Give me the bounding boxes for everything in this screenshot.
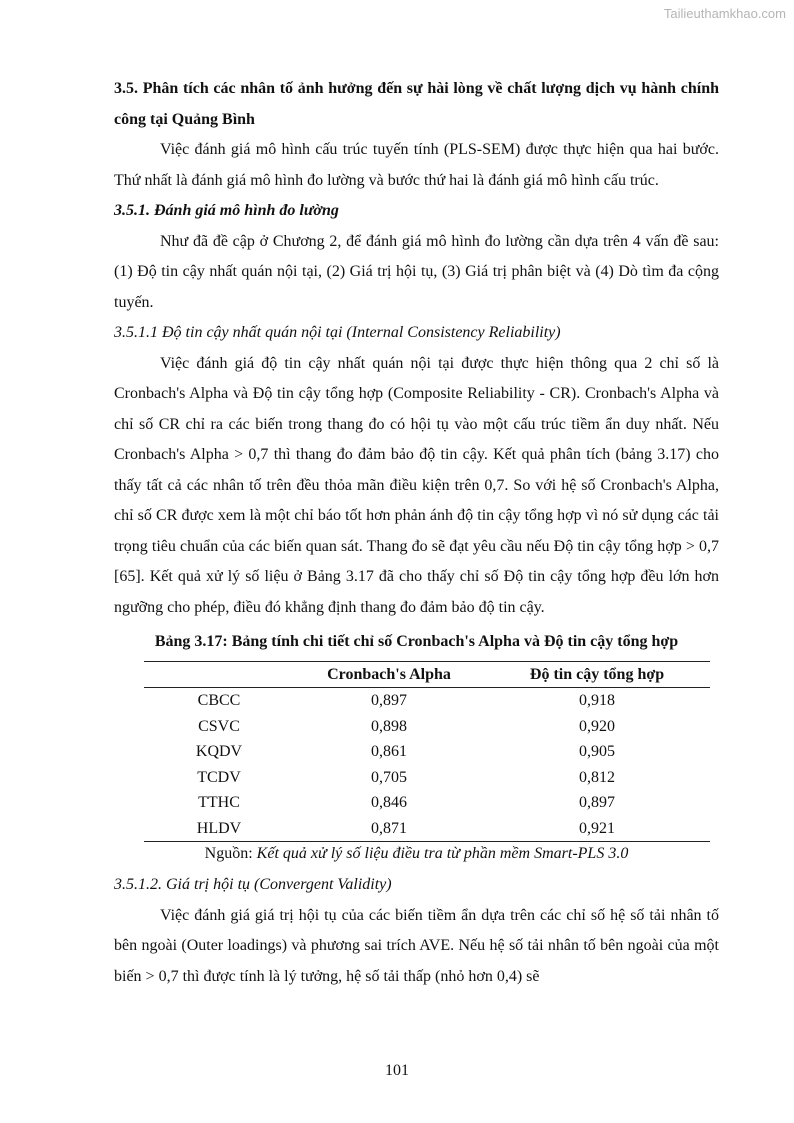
alpha-value: 0,705 (371, 768, 407, 786)
alpha-value: 0,871 (294, 816, 484, 842)
alpha-value: 0,897 (371, 692, 407, 709)
cr-value: 0,920 (579, 717, 615, 735)
document-page (114, 74, 719, 992)
subsubsection-title-2: 3.5.1.2. Giá trị hội tụ (Convergent Validity) (114, 876, 392, 893)
row-label: CSVC (198, 717, 240, 735)
table-row (144, 790, 710, 816)
subsubsection-paragraph-1: Việc đánh giá độ tin cậy nhất quán nội tại được thực hiện thông qua 2 chỉ số là Cronbach's Alpha và Độ tin cậy tổng hợp (Composite Reliability - CR). Cronbach's Alpha và chỉ số CR chỉ ra các biến trong thang đo có hội tụ vào một cấu trúc tiềm ẩn duy nhất. Nếu Cronbach's Alpha > 0,7 thì thang đo đảm bảo độ tin cậy. Kết quả phân tích (bảng 3.17) cho thấy tất cả các nhân tố trên đều thỏa mãn điều kiện trên 0,7. So với hệ số Cronbach's Alpha, chỉ số CR được xem là một chỉ báo tốt hơn phản ánh độ tin cậy tổng hợp vì nó sử dụng các tải trọng tiêu chuẩn của các biến quan sát. Thang đo sẽ đạt yêu cầu nếu Độ tin cậy tổng hợp > 0,7 [65]. Kết quả xử lý số liệu ở Bảng 3.17 đã cho thấy chỉ số Độ tin cậy tổng hợp đều lớn hơn ngưỡng cho phép, điều đó khẳng định thang đo đảm bảo độ tin cậy. (114, 354, 719, 616)
row-label: KQDV (195, 743, 243, 760)
cr-value: 0,921 (484, 816, 710, 842)
subsection-title: 3.5.1. Đánh giá mô hình đo lường (114, 202, 339, 219)
alpha-value: 0,846 (371, 794, 407, 811)
alpha-value: 0,861 (371, 743, 407, 760)
cr-value: 0,897 (579, 794, 615, 811)
table-row (144, 714, 710, 740)
row-label: TCDV (197, 768, 241, 786)
subsubsection-paragraph-2: Việc đánh giá giá trị hội tụ của các biến tiềm ẩn dựa trên các chỉ số hệ số tải nhân tố bên ngoài (Outer loadings) và phương sai trích AVE. Nếu hệ số tải nhân tố bên ngoài của một biến > 0,7 thì được tính là lý tưởng, hệ số tải thấp (nhỏ hơn 0,4) sẽ (114, 906, 719, 985)
table-caption: Bảng 3.17: Bảng tính chi tiết chỉ số Cronbach's Alpha và Độ tin cậy tổng hợp (154, 633, 679, 650)
section-title: 3.5. Phân tích các nhân tố ảnh hưởng đến sự hài lòng về chất lượng dịch vụ hành chính công tại Quảng Bình (114, 80, 719, 128)
alpha-value: 0,898 (371, 717, 407, 735)
watermark: Tailieuthamkhao.com (663, 6, 786, 21)
header-cell-alpha: Cronbach's Alpha (294, 661, 484, 688)
header-cell-cr: Độ tin cậy tổng hợp (484, 661, 710, 688)
table-row (144, 739, 710, 765)
header-cell-blank (144, 661, 294, 688)
intro-paragraph: Việc đánh giá mô hình cấu trúc tuyến tính (PLS-SEM) được thực hiện qua hai bước. Thứ nhất là đánh giá mô hình đo lường và bước thứ hai là đánh giá mô hình cấu trúc. (114, 141, 719, 189)
row-label: TTHC (198, 794, 240, 811)
table-row (144, 688, 710, 714)
subsubsection-title-1: 3.5.1.1 Độ tin cậy nhất quán nội tại (Internal Consistency Reliability) (114, 324, 561, 341)
row-label: CBCC (197, 692, 241, 709)
source-label: Nguồn: (204, 845, 257, 862)
source-text: Kết quả xử lý số liệu điều tra từ phần mềm Smart-PLS 3.0 (256, 845, 629, 862)
cr-value: 0,905 (579, 743, 615, 760)
cr-value: 0,812 (579, 768, 615, 786)
cr-value: 0,918 (579, 692, 615, 709)
page-number: 101 (385, 1062, 409, 1079)
table-header-row (144, 661, 710, 688)
table-row (144, 765, 710, 791)
reliability-table (144, 661, 710, 843)
table-row (144, 816, 710, 842)
table-source (114, 842, 719, 866)
row-label: HLDV (144, 816, 294, 842)
subsection-paragraph: Như đã đề cập ở Chương 2, để đánh giá mô hình đo lường cần dựa trên 4 vấn đề sau: (1) Độ tin cậy nhất quán nội tại, (2) Giá trị hội tụ, (3) Giá trị phân biệt và (4) Dò tìm đa cộng tuyến. (114, 232, 719, 311)
